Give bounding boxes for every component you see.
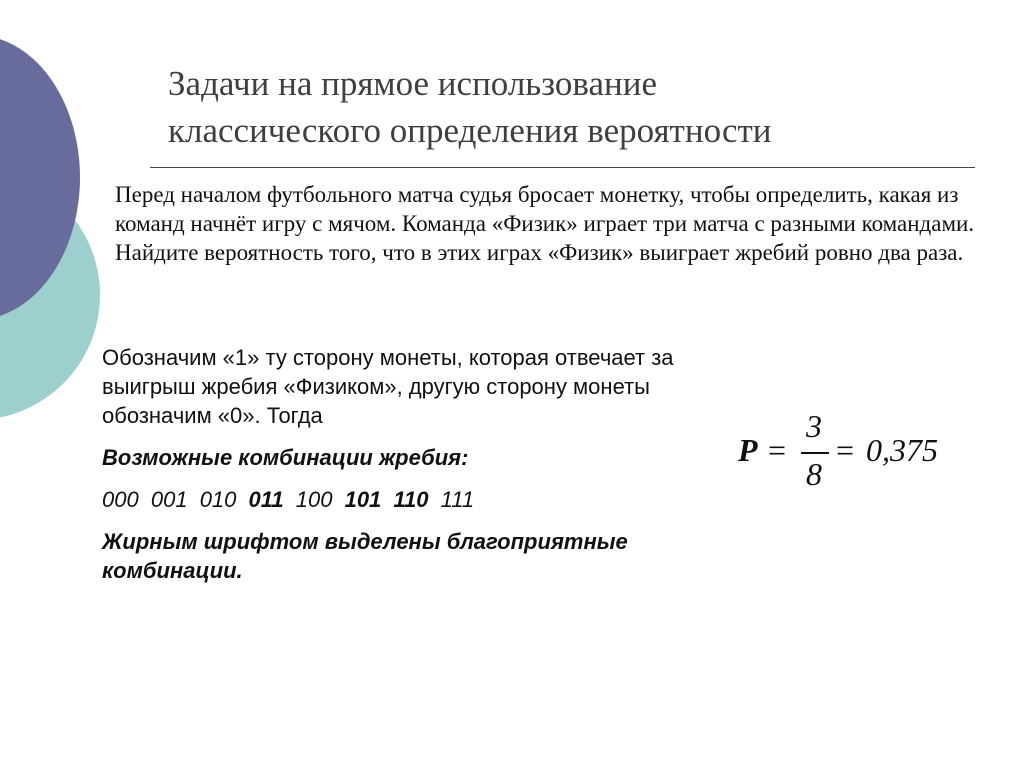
formula-result: 0,375: [866, 432, 938, 468]
formula-equals: =: [768, 432, 787, 468]
fraction-bar: [801, 452, 829, 454]
combinations-list: [102, 485, 722, 514]
combination-item: 111: [440, 487, 475, 512]
formula-numerator: 3: [806, 408, 822, 444]
title-divider: [150, 167, 975, 168]
combination-item-favorable: 101: [344, 487, 382, 512]
probability-formula: [738, 408, 968, 492]
formula-denominator: 8: [806, 456, 822, 492]
formula-symbol: P: [738, 432, 758, 468]
solution-intro: Обозначим «1» ту сторону монеты, которая отвечает за выигрыш жребия «Физиком», другую сторону монеты обозначим «0». Тогда: [102, 345, 674, 428]
combination-item: 000: [102, 487, 139, 512]
solution-block: [102, 343, 722, 585]
combination-item-favorable: 011: [248, 487, 284, 512]
combination-item: 010: [199, 487, 237, 512]
combination-item: 100: [295, 487, 333, 512]
combinations-title: Возможные комбинации жребия:: [102, 445, 469, 470]
problem-statement: Перед началом футбольного матча судья бросает монетку, чтобы определить, какая из команд начнёт игру с мячом. Команда «Физик» играет три матча с разными командами. Найдите вероятность того, что в этих играх «Физик» выиграет жребий ровно два раза.: [115, 182, 975, 265]
title-line-1: Задачи на прямое использование: [168, 64, 657, 103]
combination-item-favorable: 110: [393, 487, 429, 512]
combination-item: 001: [150, 487, 188, 512]
title-line-2: классического определения вероятности: [168, 111, 772, 150]
favorable-note: Жирным шрифтом выделены благоприятные комбинации.: [102, 529, 628, 583]
formula-equals-2: =: [836, 432, 855, 468]
slide-title: [168, 60, 968, 154]
